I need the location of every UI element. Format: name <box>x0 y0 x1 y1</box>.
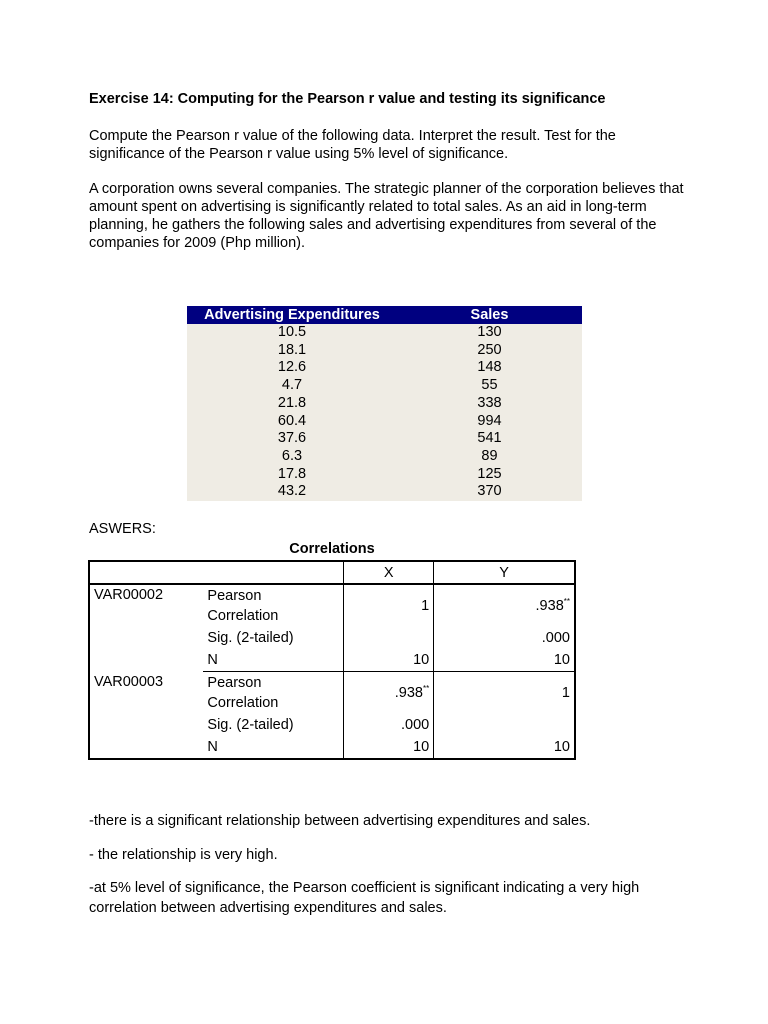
exercise-title: Exercise 14: Computing for the Pearson r value and testing its significance <box>89 91 606 107</box>
significance-mark: ** <box>563 597 570 607</box>
table-row <box>187 448 582 466</box>
sales-cell: 130 <box>397 324 582 342</box>
sig-label: Sig. (2-tailed) <box>207 630 294 646</box>
advertising-cell: 37.6 <box>187 430 397 448</box>
table-row <box>187 324 582 342</box>
conclusion-2: - the relationship is very high. <box>89 847 278 863</box>
n-y-value: 10 <box>434 736 575 759</box>
pearson-x-value: 1 <box>344 584 434 627</box>
variable-name: VAR00002 <box>94 587 164 603</box>
sales-cell: 994 <box>397 413 582 431</box>
table-row <box>187 342 582 360</box>
advertising-cell: 6.3 <box>187 448 397 466</box>
header-blank-cell <box>89 561 344 584</box>
sales-cell: 89 <box>397 448 582 466</box>
advertising-cell: 12.6 <box>187 359 397 377</box>
n-label: N <box>203 649 343 672</box>
advertising-cell: 4.7 <box>187 377 397 395</box>
table-row <box>187 377 582 395</box>
table-row <box>187 395 582 413</box>
pearson-label: Pearson Correlation <box>207 675 279 711</box>
header-sales: Sales <box>397 306 582 324</box>
sales-cell: 250 <box>397 342 582 360</box>
significance-mark: ** <box>423 684 430 694</box>
table-row <box>89 672 575 715</box>
sales-cell: 148 <box>397 359 582 377</box>
sig-x-value: .000 <box>344 714 434 736</box>
correlations-table <box>88 560 576 760</box>
header-advertising: Advertising Expenditures <box>187 306 397 324</box>
sig-label: Sig. (2-tailed) <box>207 717 294 733</box>
instructions-paragraph: Compute the Pearson r value of the following data. Interpret the result. Test for the significance of the Pearson r value using 5% level of significance. <box>89 128 616 162</box>
correlations-header-row <box>89 561 575 584</box>
n-x-value: 10 <box>344 649 434 672</box>
problem-paragraph: A corporation owns several companies. The strategic planner of the corporation believes that amount spent on advertising is significantly related to total sales. As an aid in long-term planning, he gathers the following sales and advertising expenditures from several of the companies for 2009 (Php million). <box>89 181 684 251</box>
data-table <box>187 306 582 501</box>
advertising-cell: 17.8 <box>187 466 397 484</box>
conclusion-1: -there is a significant relationship between advertising expenditures and sales. <box>89 813 591 829</box>
table-row <box>89 584 575 627</box>
header-y: Y <box>434 561 575 584</box>
conclusion-3: -at 5% level of significance, the Pearson coefficient is significant indicating a very high correlation between advertising expenditures and sales. <box>89 880 640 916</box>
table-row <box>187 466 582 484</box>
sig-x-value <box>344 627 434 649</box>
n-x-value: 10 <box>344 736 434 759</box>
table-row <box>187 413 582 431</box>
answers-label: ASWERS: <box>89 521 156 537</box>
sales-cell: 338 <box>397 395 582 413</box>
sig-y-value <box>434 714 575 736</box>
advertising-cell: 18.1 <box>187 342 397 360</box>
sales-cell: 125 <box>397 466 582 484</box>
advertising-cell: 10.5 <box>187 324 397 342</box>
sales-cell: 55 <box>397 377 582 395</box>
advertising-cell: 21.8 <box>187 395 397 413</box>
advertising-cell: 60.4 <box>187 413 397 431</box>
table-row <box>187 430 582 448</box>
variable-name: VAR00003 <box>94 673 164 690</box>
header-x: X <box>344 561 434 584</box>
table-row <box>187 359 582 377</box>
n-label: N <box>207 739 218 755</box>
pearson-y-value: .938** <box>434 584 575 627</box>
pearson-y-value: 1 <box>434 672 575 715</box>
sales-cell: 370 <box>397 483 582 501</box>
sales-cell: 541 <box>397 430 582 448</box>
pearson-label: Pearson Correlation <box>207 588 279 624</box>
table-row <box>187 483 582 501</box>
n-y-value: 10 <box>434 649 575 672</box>
pearson-x-value: .938** <box>344 672 434 715</box>
data-table-header <box>187 306 582 324</box>
sig-y-value: .000 <box>434 627 575 649</box>
advertising-cell: 43.2 <box>187 483 397 501</box>
correlations-title: Correlations <box>289 541 375 557</box>
